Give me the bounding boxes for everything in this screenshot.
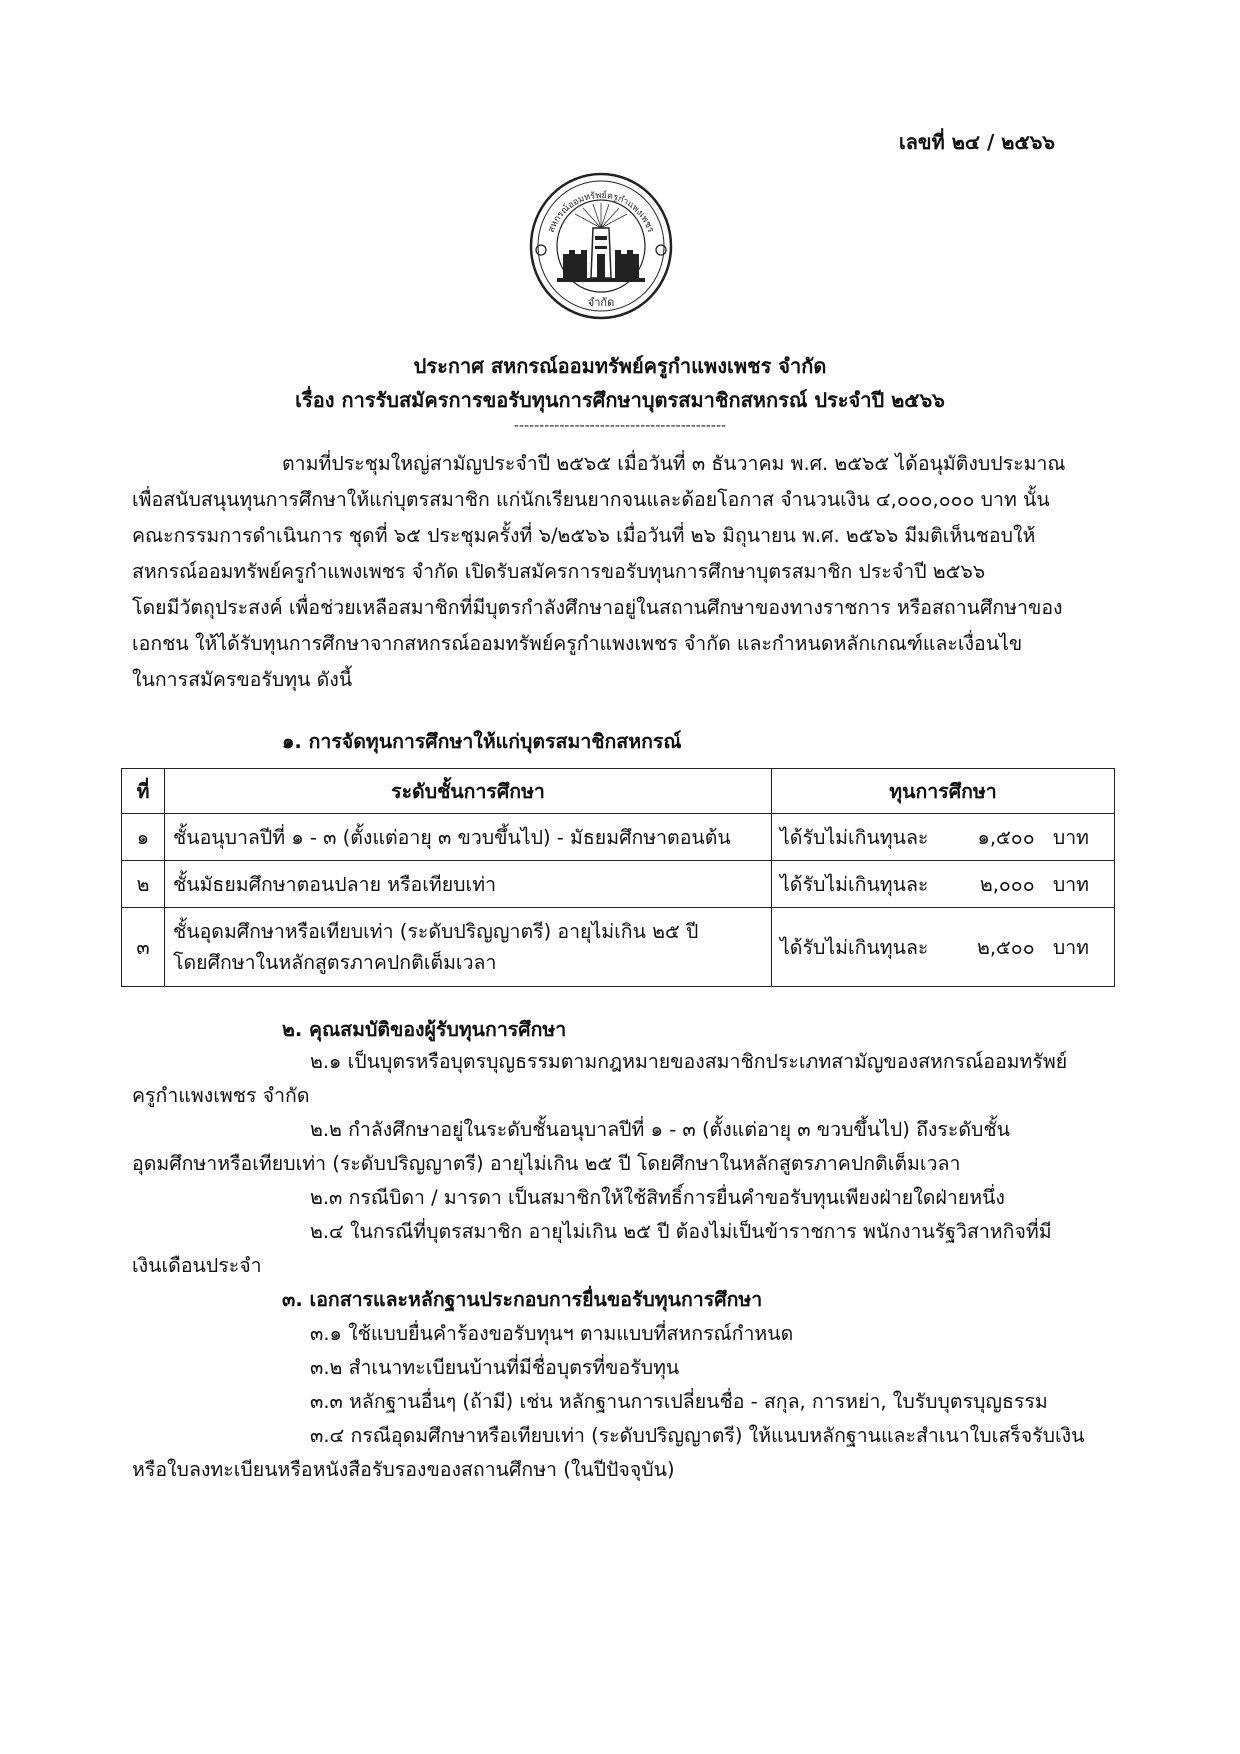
qualification-line: ครูกำแพงเพชร จำกัด — [132, 1084, 310, 1107]
document-requirement-line: ๓.๑ ใช้แบบยื่นคำร้องขอรับทุนฯ ตามแบบที่สหกรณ์กำหนด — [310, 1322, 794, 1345]
header-scholarship: ทุนการศึกษา — [772, 769, 1115, 814]
amount-value: ๑,๕๐๐ — [977, 825, 1035, 849]
announcement-subject: เรื่อง การรับสมัครการขอรับทุนการศึกษาบุตรสมาชิกสหกรณ์ ประจำปี ๒๕๖๖ — [295, 388, 945, 412]
row-no: ๑ — [122, 814, 165, 861]
intro-line: เอกชน ให้ได้รับทุนการศึกษาจากสหกรณ์ออมทรัพย์ครูกำแพงเพชร จำกัด และกำหนดหลักเกณฑ์และเงื่อนไข — [132, 632, 1023, 655]
scholarship-table — [121, 768, 1115, 987]
qualification-line: เงินเดือนประจำ — [132, 1254, 262, 1277]
table-row — [122, 861, 1115, 908]
intro-line: เพื่อสนับสนุนทุนการศึกษาให้แก่บุตรสมาชิก แก่นักเรียนยากจนและด้อยโอกาส จำนวนเงิน ๔,๐๐๐,๐๐๐ บาท นั้น — [132, 488, 1050, 511]
amount-value: ๒,๕๐๐ — [976, 935, 1035, 959]
amount-prefix: ได้รับไม่เกินทุนละ — [780, 872, 929, 896]
announcement-title: ประกาศ สหกรณ์ออมทรัพย์ครูกำแพงเพชร จำกัด — [413, 354, 827, 378]
qualification-line: อุดมศึกษาหรือเทียบเท่า (ระดับปริญญาตรี) อายุไม่เกิน ๒๕ ปี โดยศึกษาในหลักสูตรภาคปกติเต็มเวลา — [132, 1152, 961, 1175]
title-separator: ------------------------------------------ — [513, 418, 727, 434]
intro-line: โดยมีวัตถุประสงค์ เพื่อช่วยเหลือสมาชิกที่มีบุตรกำลังศึกษาอยู่ในสถานศึกษาของทางราชการ หรือสถานศึกษาของ — [132, 596, 1063, 619]
svg-text:สหกรณ์ออมทรัพย์ครูกำแพงเพชร: สหกรณ์ออมทรัพย์ครูกำแพงเพชร — [546, 190, 656, 235]
section-3-heading: ๓. เอกสารและหลักฐานประกอบการยื่นขอรับทุนการศึกษา — [282, 1288, 763, 1311]
table-row — [122, 908, 1115, 987]
row-amount — [772, 861, 1115, 908]
amount-unit: บาท — [1052, 825, 1089, 849]
row-level — [165, 814, 772, 861]
row-amount — [772, 814, 1115, 861]
amount-prefix: ได้รับไม่เกินทุนละ — [780, 935, 929, 959]
qualification-line: ๒.๑ เป็นบุตรหรือบุตรบุญธรรมตามกฎหมายของสมาชิกประเภทสามัญของสหกรณ์ออมทรัพย์ — [310, 1050, 1068, 1073]
amount-prefix: ได้รับไม่เกินทุนละ — [780, 825, 929, 849]
document-requirement-line: ๓.๔ กรณีอุดมศึกษาหรือเทียบเท่า (ระดับปริญญาตรี) ให้แนบหลักฐานและสำเนาใบเสร็จรับเงิน — [310, 1424, 1085, 1447]
intro-line: ในการสมัครขอรับทุน ดังนี้ — [132, 668, 353, 691]
row-level — [165, 861, 772, 908]
amount-value: ๒,๐๐๐ — [979, 872, 1035, 896]
row-no: ๒ — [122, 861, 165, 908]
document-requirement-line: ๓.๒ สำเนาทะเบียนบ้านที่มีชื่อบุตรที่ขอรับทุน — [310, 1356, 680, 1379]
row-level-text: ชั้นมัธยมศึกษาตอนปลาย หรือเทียบเท่า — [173, 872, 497, 896]
intro-line: สหกรณ์ออมทรัพย์ครูกำแพงเพชร จำกัด เปิดรับสมัครการขอรับทุนการศึกษาบุตรสมาชิก ประจำปี ๒๕๖๖ — [132, 560, 986, 583]
amount-unit: บาท — [1052, 935, 1089, 959]
header-no: ที่ — [122, 769, 165, 814]
section-2-heading: ๒. คุณสมบัติของผู้รับทุนการศึกษา — [282, 1018, 567, 1041]
document-requirement-line: หรือใบลงทะเบียนหรือหนังสือรับรองของสถานศึกษา (ในปีปัจจุบัน) — [132, 1458, 675, 1481]
row-amount — [772, 908, 1115, 987]
seal-bottom-text: จำกัด — [587, 296, 615, 309]
qualification-line: ๒.๓ กรณีบิดา / มารดา เป็นสมาชิกให้ใช้สิทธิ์การยื่นคำขอรับทุนเพียงฝ่ายใดฝ่ายหนึ่ง — [310, 1186, 1005, 1209]
table-row — [122, 814, 1115, 861]
qualification-line: ๒.๒ กำลังศึกษาอยู่ในระดับชั้นอนุบาลปีที่ ๑ - ๓ (ตั้งแต่อายุ ๓ ขวบขึ้นไป) ถึงระดับชั้น — [310, 1118, 1010, 1141]
document-number: เลขที่ ๒๔ / ๒๕๖๖ — [898, 130, 1055, 154]
section-1-heading: ๑. การจัดทุนการศึกษาให้แก่บุตรสมาชิกสหกรณ์ — [282, 730, 682, 753]
document-requirement-line: ๓.๓ หลักฐานอื่นๆ (ถ้ามี) เช่น หลักฐานการเปลี่ยนชื่อ - สกุล, การหย่า, ใบรับบุตรบุญธรรม — [310, 1390, 1048, 1413]
cooperative-seal-logo — [527, 170, 675, 322]
row-level — [165, 908, 772, 987]
qualification-line: ๒.๔ ในกรณีที่บุตรสมาชิก อายุไม่เกิน ๒๕ ปี ต้องไม่เป็นข้าราชการ พนักงานรัฐวิสาหกิจที่มี — [310, 1220, 1052, 1243]
table-header-row — [122, 769, 1115, 814]
amount-unit: บาท — [1052, 872, 1089, 896]
row-level-text: ชั้นอุดมศึกษาหรือเทียบเท่า (ระดับปริญญาตรี) อายุไม่เกิน ๒๕ ปี — [173, 920, 699, 943]
row-level-text: โดยศึกษาในหลักสูตรภาคปกติเต็มเวลา — [173, 951, 497, 974]
intro-line: ตามที่ประชุมใหญ่สามัญประจำปี ๒๕๖๕ เมื่อวันที่ ๓ ธันวาคม พ.ศ. ๒๕๖๕ ได้อนุมัติงบประมาณ — [282, 452, 1066, 475]
header-level: ระดับชั้นการศึกษา — [165, 769, 772, 814]
row-level-text: ชั้นอนุบาลปีที่ ๑ - ๓ (ตั้งแต่อายุ ๓ ขวบขึ้นไป) - มัธยมศึกษาตอนต้น — [173, 825, 731, 849]
row-no: ๓ — [122, 908, 165, 987]
intro-line: คณะกรรมการดำเนินการ ชุดที่ ๖๕ ประชุมครั้งที่ ๖/๒๕๖๖ เมื่อวันที่ ๒๖ มิถุนายน พ.ศ. ๒๕๖๖ มีมติเห็นชอบให้ — [132, 524, 1036, 547]
